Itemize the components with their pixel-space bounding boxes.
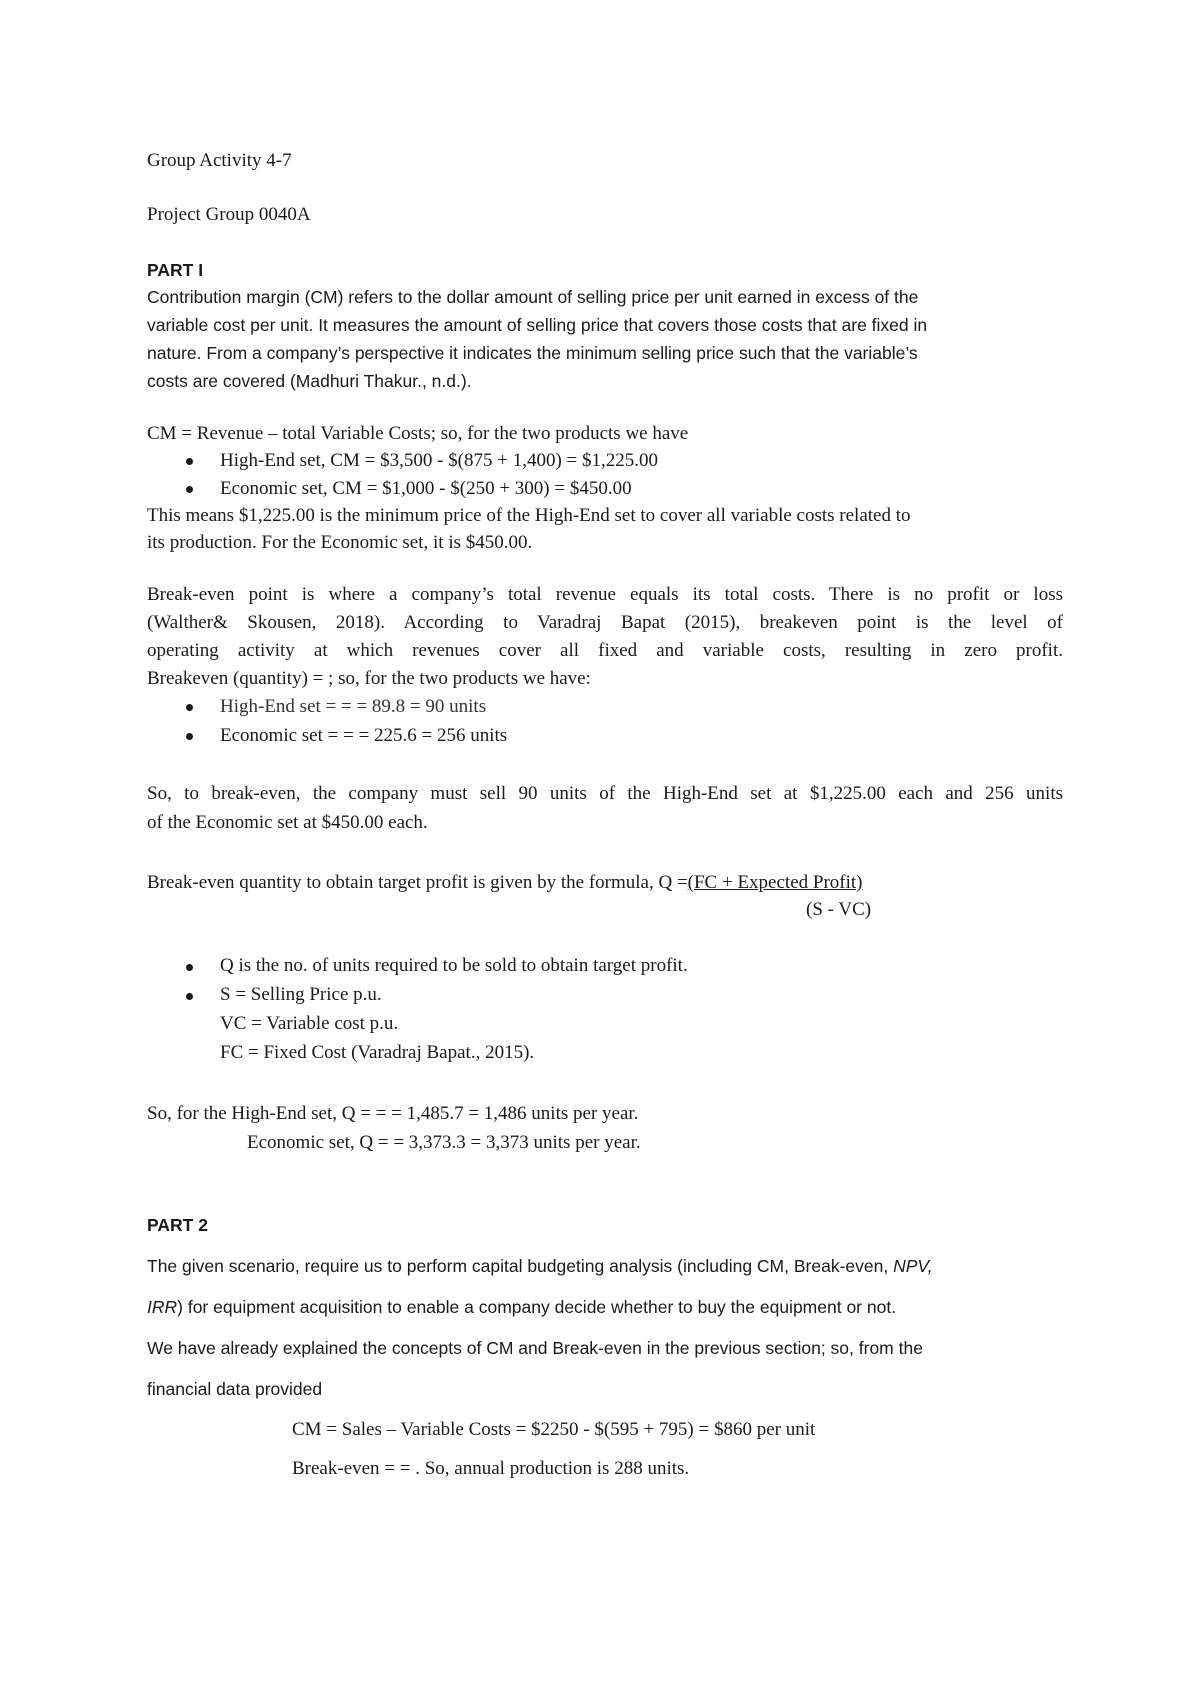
target-intro: Break-even quantity to obtain target profit is given by the formula,	[147, 872, 654, 893]
definition-item: FC = Fixed Cost (Varadraj Bapat., 2015).	[220, 1042, 535, 1063]
bullet-icon	[186, 993, 193, 1000]
be-line: operating activity at which revenues cover all fixed and variable costs, resulting in zero profit.	[147, 640, 1063, 661]
be-line: Break-even point is where a company’s total revenue equals its total costs. There is no profit or loss	[147, 584, 1063, 605]
bullet-icon	[186, 964, 193, 971]
target-formula-q: Q =	[658, 872, 688, 893]
cm-def-line: Contribution margin (CM) refers to the dollar amount of selling price per unit earned in excess of the	[147, 287, 919, 307]
document-title: Group Activity 4-7	[147, 150, 292, 171]
part2-cm-line: CM = Sales – Variable Costs = $2250 - $(595 + 795) = $860 per unit	[292, 1419, 816, 1440]
part2-line	[147, 1256, 933, 1277]
bullet-icon	[186, 458, 193, 465]
definition-item: S = Selling Price p.u.	[220, 984, 382, 1005]
target-formula-line	[147, 872, 862, 894]
part1-heading: PART I	[147, 260, 204, 280]
be-conclusion-line: of the Economic set at $450.00 each.	[147, 812, 428, 833]
target-formula-denominator: (S - VC)	[806, 899, 872, 920]
be-line: (Walther& Skousen, 2018). According to Varadraj Bapat (2015), breakeven point is the level of	[147, 612, 1063, 633]
target-formula-numerator: (FC + Expected Profit)	[687, 872, 863, 893]
irr-term: IRR	[147, 1297, 178, 1317]
be-conclusion-line: So, to break-even, the company must sell 90 units of the High-End set at $1,225.00 each and 256 units	[147, 783, 1063, 804]
part2-line: financial data provided	[147, 1379, 323, 1399]
be-bullet: High-End set = = = 89.8 = 90 units	[220, 696, 487, 717]
part2-be-line: Break-even = = . So, annual production is 288 units.	[292, 1458, 690, 1479]
cm-def-line: costs are covered (Madhuri Thakur., n.d.).	[147, 371, 472, 391]
bullet-icon	[186, 486, 193, 493]
definition-item: Q is the no. of units required to be sold to obtain target profit.	[220, 955, 688, 976]
cm-formula: CM = Revenue – total Variable Costs; so, for the two products we have	[147, 423, 689, 444]
part2-heading: PART 2	[147, 1215, 208, 1235]
cm-def-line: nature. From a company’s perspective it indicates the minimum selling price such that the variable’s	[147, 343, 918, 363]
result-line: Economic set, Q = = 3,373.3 = 3,373 units per year.	[247, 1132, 641, 1153]
cm-meaning-line: This means $1,225.00 is the minimum price of the High-End set to cover all variable costs related to	[147, 505, 911, 526]
result-line: So, for the High-End set, Q = = = 1,485.7 = 1,486 units per year.	[147, 1103, 639, 1124]
npv-term: NPV,	[893, 1256, 933, 1276]
bullet-icon	[186, 704, 193, 711]
part2-line	[147, 1297, 896, 1318]
part2-line-text: ) for equipment acquisition to enable a company decide whether to buy the equipment or not.	[177, 1297, 897, 1317]
part2-line-text: The given scenario, require us to perform capital budgeting analysis (including CM, Break-even,	[147, 1256, 894, 1276]
cm-bullet: High-End set, CM = $3,500 - $(875 + 1,400) = $1,225.00	[220, 450, 658, 471]
cm-def-line: variable cost per unit. It measures the amount of selling price that covers those costs that are fixed in	[147, 315, 928, 335]
part2-line: We have already explained the concepts of CM and Break-even in the previous section; so, from the	[147, 1338, 923, 1358]
bullet-icon	[186, 733, 193, 740]
definition-item: VC = Variable cost p.u.	[220, 1013, 399, 1034]
be-line: Breakeven (quantity) = ; so, for the two products we have:	[147, 668, 591, 689]
cm-meaning-line: its production. For the Economic set, it is $450.00.	[147, 532, 533, 553]
cm-bullet: Economic set, CM = $1,000 - $(250 + 300) = $450.00	[220, 478, 632, 499]
be-bullet: Economic set = = = 225.6 = 256 units	[220, 725, 508, 746]
group-name: Project Group 0040A	[147, 204, 311, 225]
